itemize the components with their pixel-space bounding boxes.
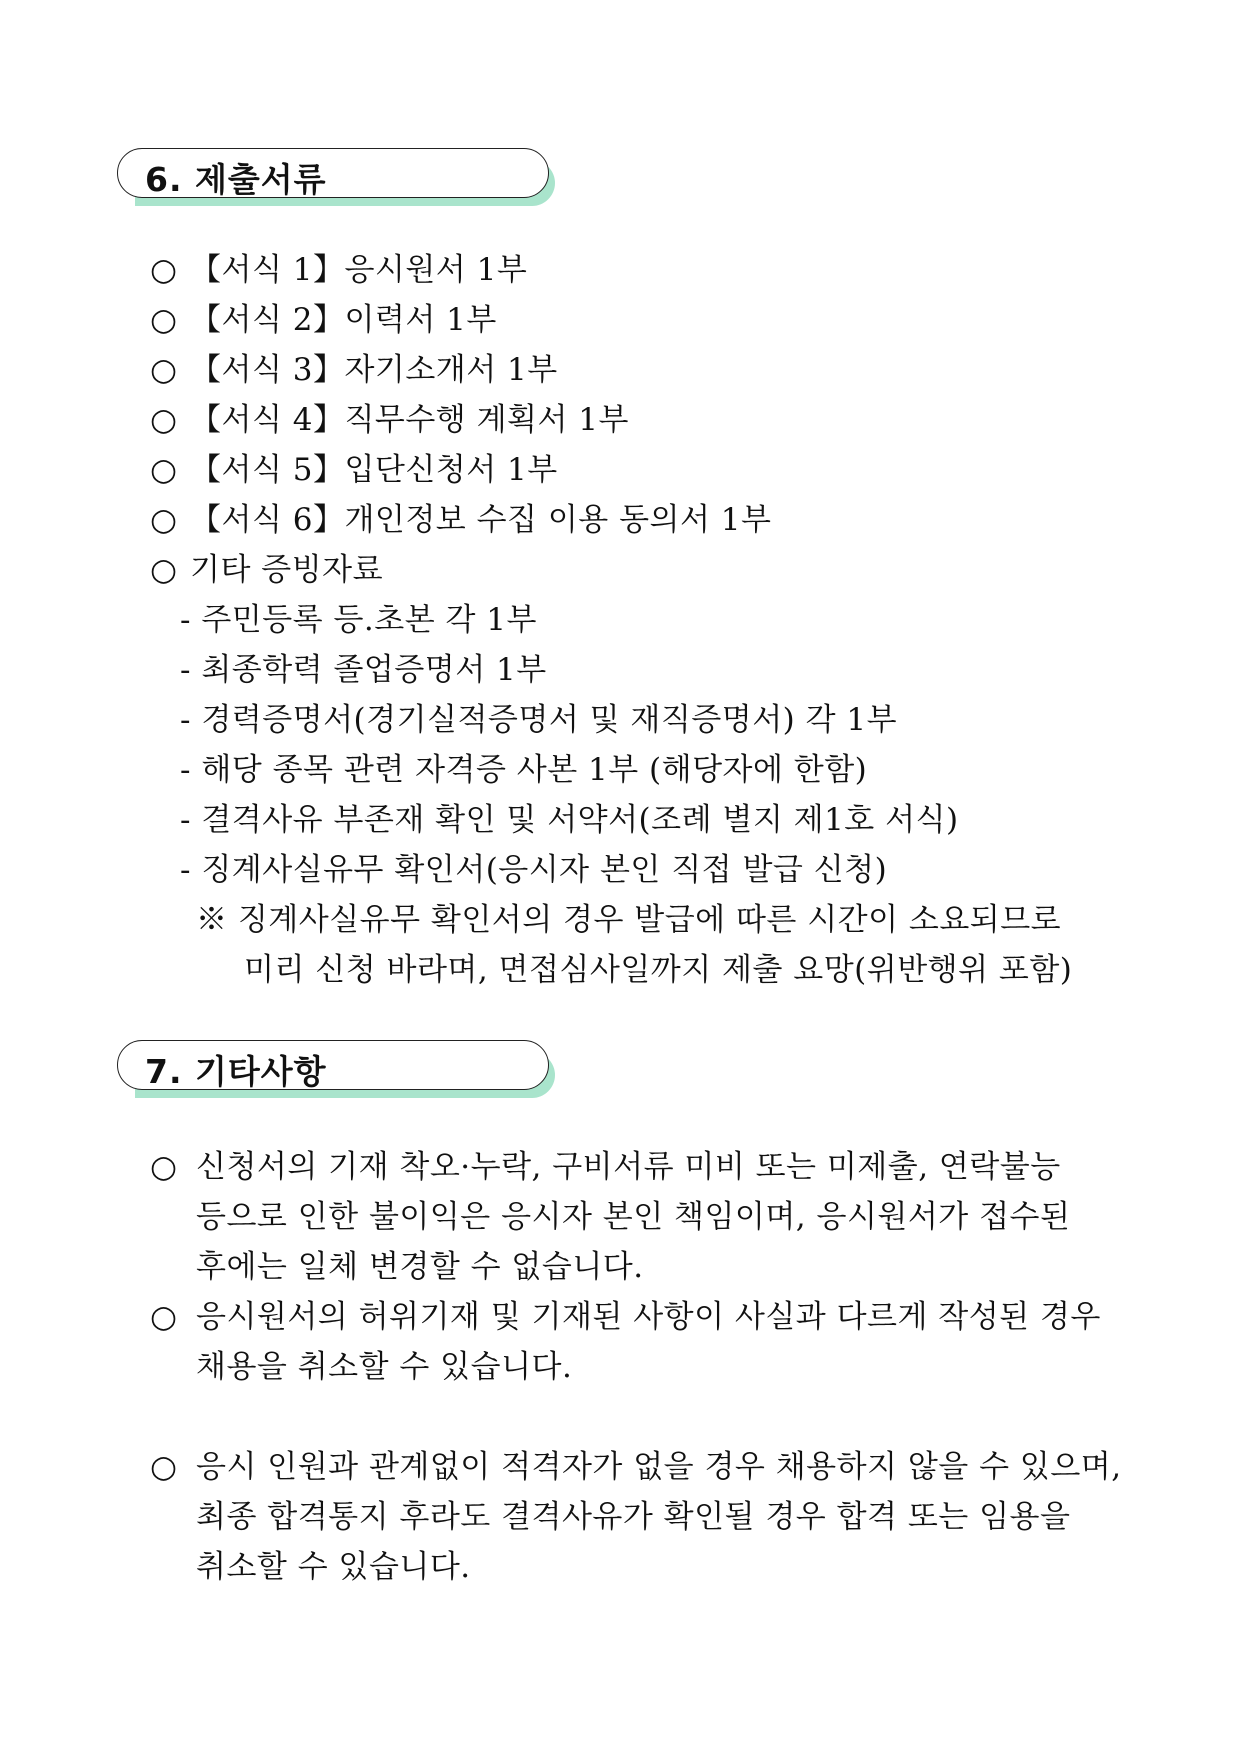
paragraph-line — [150, 1442, 1122, 1492]
list-item — [150, 494, 771, 539]
section-6-title: 6. 제출서류 — [145, 160, 327, 199]
circle-bullet-icon: ○ — [150, 502, 178, 538]
sub-list-item: - 결격사유 부존재 확인 및 서약서(조례 별지 제1호 서식) — [180, 802, 959, 838]
circle-bullet-icon: ○ — [150, 552, 178, 588]
sub-list-item: - 최종학력 졸업증명서 1부 — [180, 652, 547, 688]
paragraph-line: 최종 합격통지 후라도 결격사유가 확인될 경우 합격 또는 임용을 — [196, 1499, 1071, 1535]
list-item — [150, 394, 629, 439]
paragraph — [150, 1142, 1070, 1292]
paragraph — [150, 1442, 1122, 1592]
circle-bullet-icon: ○ — [150, 1149, 178, 1185]
paragraph-line: 채용을 취소할 수 있습니다. — [196, 1349, 573, 1385]
circle-bullet-icon: ○ — [150, 402, 178, 438]
section-7-header — [117, 1040, 557, 1100]
list-item — [150, 344, 558, 389]
section-6-header — [117, 148, 557, 208]
list-item — [150, 294, 497, 339]
section-7-title: 7. 기타사항 — [145, 1052, 327, 1091]
list-item-text: 【서식 4】직무수행 계획서 1부 — [190, 402, 629, 438]
list-item — [150, 544, 383, 589]
paragraph-text: 신청서의 기재 착오·누락, 구비서류 미비 또는 미제출, 연락불능 — [196, 1149, 1061, 1185]
list-item-text: 【서식 2】이력서 1부 — [190, 302, 497, 338]
note-line: 미리 신청 바라며, 면접심사일까지 제출 요망(위반행위 포함) — [244, 952, 1073, 988]
circle-bullet-icon: ○ — [150, 252, 178, 288]
sub-list-item: - 해당 종목 관련 자격증 사본 1부 (해당자에 한함) — [180, 752, 868, 788]
circle-bullet-icon: ○ — [150, 302, 178, 338]
circle-bullet-icon: ○ — [150, 1299, 178, 1335]
paragraph-line — [150, 1292, 1101, 1342]
list-item-text: 【서식 3】자기소개서 1부 — [190, 352, 558, 388]
list-item — [150, 444, 558, 489]
paragraph-line: 후에는 일체 변경할 수 없습니다. — [196, 1249, 644, 1285]
list-item-text: 기타 증빙자료 — [190, 552, 384, 588]
paragraph-text: 응시 인원과 관계없이 적격자가 없을 경우 채용하지 않을 수 있으며, — [196, 1449, 1122, 1485]
list-item — [150, 244, 527, 289]
circle-bullet-icon: ○ — [150, 352, 178, 388]
paragraph-line — [150, 1142, 1070, 1192]
list-item-text: 【서식 6】개인정보 수집 이용 동의서 1부 — [190, 502, 772, 538]
circle-bullet-icon: ○ — [150, 452, 178, 488]
paragraph-text: 응시원서의 허위기재 및 기재된 사항이 사실과 다르게 작성된 경우 — [196, 1299, 1101, 1335]
paragraph — [150, 1292, 1101, 1392]
note-line: ※ 징계사실유무 확인서의 경우 발급에 따른 시간이 소요되므로 — [196, 902, 1062, 938]
circle-bullet-icon: ○ — [150, 1449, 178, 1485]
sub-list-item: - 징계사실유무 확인서(응시자 본인 직접 발급 신청) — [180, 852, 888, 888]
sub-list-item: - 경력증명서(경기실적증명서 및 재직증명서) 각 1부 — [180, 702, 898, 738]
paragraph-line: 등으로 인한 불이익은 응시자 본인 책임이며, 응시원서가 접수된 — [196, 1199, 1071, 1235]
list-item-text: 【서식 5】입단신청서 1부 — [190, 452, 558, 488]
sub-list-item: - 주민등록 등.초본 각 1부 — [180, 602, 537, 638]
paragraph-line: 취소할 수 있습니다. — [196, 1549, 471, 1585]
list-item-text: 【서식 1】응시원서 1부 — [190, 252, 528, 288]
